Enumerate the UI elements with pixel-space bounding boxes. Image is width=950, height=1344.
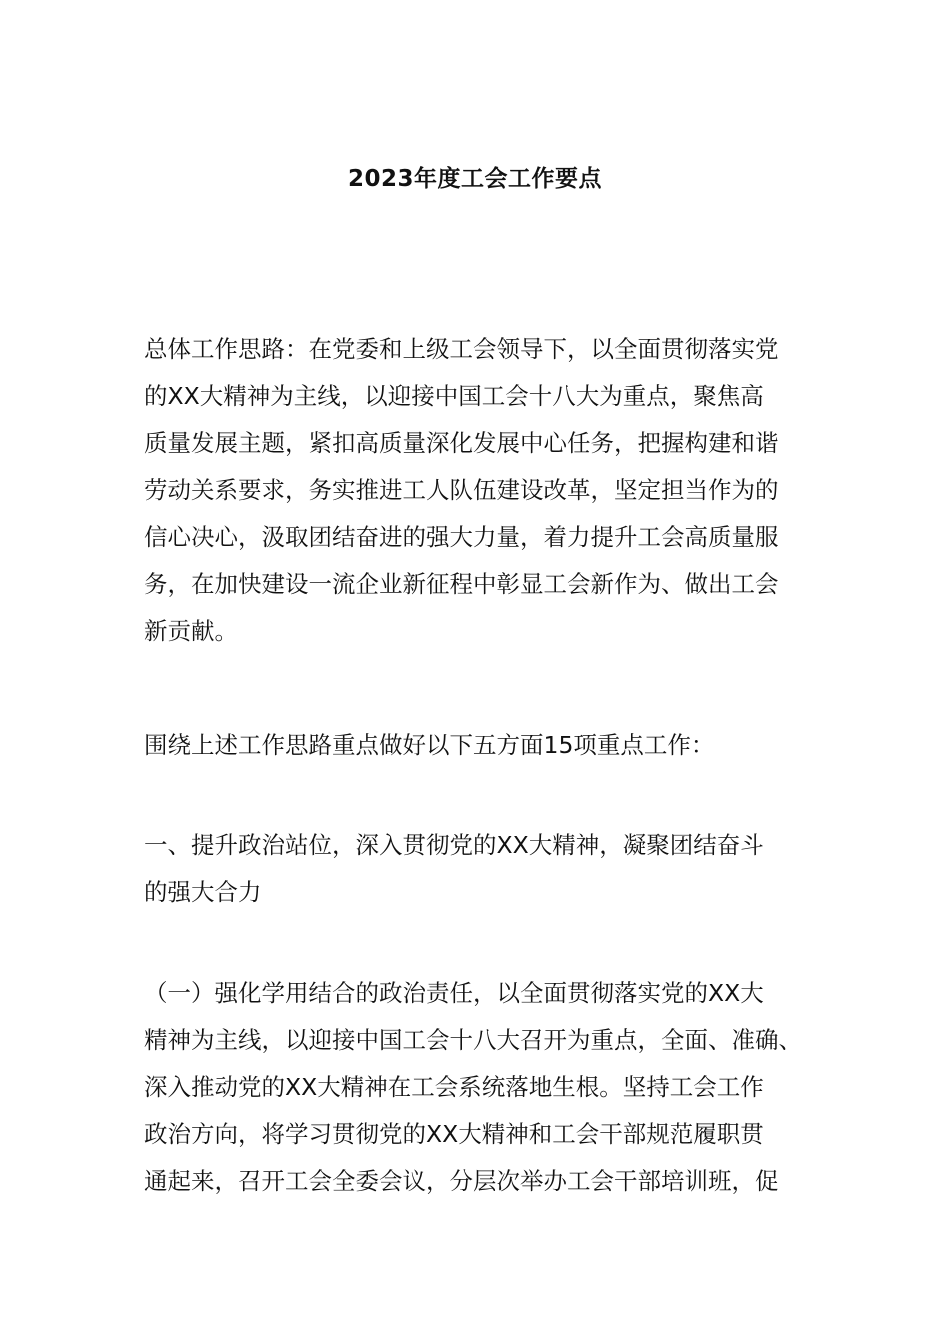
text-line: 信心决心，汲取团结奋进的强大力量，着力提升工会高质量服: [144, 523, 779, 551]
text-line: 精神为主线，以迎接中国工会十八大召开为重点，全面、准确、: [144, 1026, 802, 1054]
text-line: （一）强化学用结合的政治责任，以全面贯彻落实党的XX大: [144, 979, 764, 1007]
text-line: 围绕上述工作思路重点做好以下五方面15项重点工作：: [144, 731, 715, 759]
text-line: 通起来，召开工会全委会议，分层次举办工会干部培训班，促: [144, 1167, 779, 1195]
document-title: 2023年度工会工作要点: [347, 166, 602, 192]
text-line: 政治方向，将学习贯彻党的XX大精神和工会干部规范履职贯: [144, 1120, 764, 1148]
text-line: 新贡献。: [144, 617, 238, 645]
paragraph-key-tasks-intro: [144, 722, 812, 769]
text-line: 深入推动党的XX大精神在工会系统落地生根。坚持工会工作: [144, 1073, 764, 1101]
text-line: 一、提升政治站位，深入贯彻党的XX大精神，凝聚团结奋斗: [144, 831, 764, 859]
text-line: 的XX大精神为主线，以迎接中国工会十八大为重点，聚焦高: [144, 382, 764, 410]
paragraph-overall-approach: [144, 326, 812, 655]
text-line: 总体工作思路：在党委和上级工会领导下，以全面贯彻落实党: [144, 335, 779, 363]
text-line: 的强大合力: [144, 878, 262, 906]
section-heading-one: [144, 822, 812, 916]
text-line: 质量发展主题，紧扣高质量深化发展中心任务，把握构建和谐: [144, 429, 779, 457]
text-line: 劳动关系要求，务实推进工人队伍建设改革，坚定担当作为的: [144, 476, 779, 504]
paragraph-item-one: [144, 970, 812, 1205]
text-line: 务，在加快建设一流企业新征程中彰显工会新作为、做出工会: [144, 570, 779, 598]
